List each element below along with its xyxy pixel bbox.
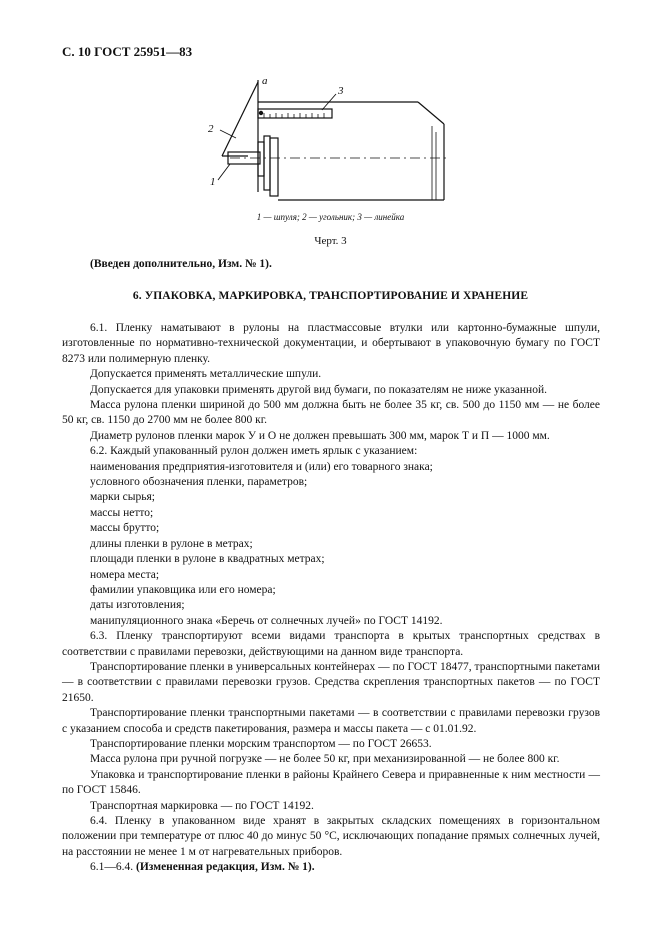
list-item: условного обозначения пленки, параметров;	[90, 476, 308, 489]
list-item: массы брутто;	[90, 522, 160, 535]
list-item: наименования предприятия-изготовителя и (или) его товарного знака;	[90, 460, 433, 473]
paragraph: Допускается для упаковки применять другой вид бумаги, по показателям не ниже указанной.	[90, 383, 547, 396]
section-title: 6. УПАКОВКА, МАРКИРОВКА, ТРАНСПОРТИРОВАНИЕ И ХРАНЕНИЕ	[132, 290, 529, 302]
paragraph: 6.2. Каждый упакованный рулон должен иметь ярлык с указанием:	[90, 445, 418, 458]
paragraph: Масса рулона пленки шириной до 500 мм должна быть не более 35 кг, св. 500 до 1150 мм — не более 50 кг, св. 1150 до 2700 мм не более 800 кг.	[62, 399, 600, 427]
label-a: а	[262, 75, 268, 87]
paragraph: Транспортирование пленки транспортными пакетами — в соответствии с правилами перевозки грузов с указанием способа и средств пакетирования, размера и массы пакета — с 01.01.92.	[62, 707, 600, 735]
section-body	[62, 321, 600, 876]
figure-caption: 1 — шпуля; 2 — угольник; 3 — линейка	[256, 212, 405, 222]
figure-title: Черт. 3	[314, 235, 347, 247]
label-1: 1	[210, 176, 216, 188]
list-item: массы нетто;	[90, 506, 154, 519]
list-item: манипуляционного знака «Беречь от солнечных лучей» по ГОСТ 14192.	[90, 614, 443, 627]
paragraph: Масса рулона при ручной погрузке — не более 50 кг, при механизированной — не более 800 кг.	[90, 753, 560, 766]
paragraph: Транспортная маркировка — по ГОСТ 14192.	[90, 799, 314, 812]
list-item: длины пленки в рулоне в метрах;	[90, 537, 253, 550]
amendment-note: (Введен дополнительно, Изм. № 1).	[90, 258, 272, 270]
ruler-ticks	[264, 113, 324, 118]
paragraph: Диаметр рулонов пленки марок У и О не должен превышать 300 мм, марок Т и П — 1000 мм.	[90, 429, 550, 442]
amendment-final: 6.1—6.4. (Измененная редакция, Изм. № 1).	[90, 861, 315, 874]
label-2: 2	[208, 123, 214, 135]
paragraph: 6.1. Пленку наматывают в рулоны на пластмассовые втулки или картонно-бумажные шпули, изготовленные по нормативно-технической документации, и обертывают в упаковочную бумагу по ГОСТ 8273 или полимерную пленку.	[62, 322, 600, 365]
paragraph: 6.3. Пленку транспортируют всеми видами транспорта в крытых транспортных средствах в соответствии с правилами перевозки, действующими на данном виде транспорта.	[62, 630, 600, 658]
label-3: 3	[338, 85, 344, 97]
square-edge	[222, 82, 258, 156]
figure-3-drawing	[200, 72, 470, 212]
paragraph: Транспортирование пленки в универсальных контейнерах — по ГОСТ 18477, транспортными пакетами — в соответствии с правилами перевозки грузов. Средства скрепления транспортных пакетов — по ГОСТ 21650.	[62, 660, 600, 704]
paragraph: 6.4. Пленку в упакованном виде хранят в закрытых складских помещениях в горизонтальном положении при температуре от плюс 40 до минус 50 °С, исключающих попадание прямых солнечных лучей, на расстоянии не менее 1 м от нагревательных приборов.	[62, 815, 600, 858]
list-item: площади пленки в рулоне в квадратных метрах;	[90, 553, 325, 566]
list-item: номера места;	[90, 568, 160, 581]
list-item: даты изготовления;	[90, 599, 185, 612]
paragraph: Транспортирование пленки морским транспортом — по ГОСТ 26653.	[90, 737, 432, 750]
paragraph: Допускается применять металлические шпули.	[90, 368, 322, 381]
list-item: фамилии упаковщика или его номера;	[90, 583, 276, 596]
list-item: марки сырья;	[90, 491, 155, 504]
ruler	[258, 109, 332, 118]
paragraph: Упаковка и транспортирование пленки в районы Крайнего Севера и приравненные к ним местности — по ГОСТ 15846.	[62, 768, 600, 797]
page-header: С. 10 ГОСТ 25951—83	[62, 44, 193, 59]
